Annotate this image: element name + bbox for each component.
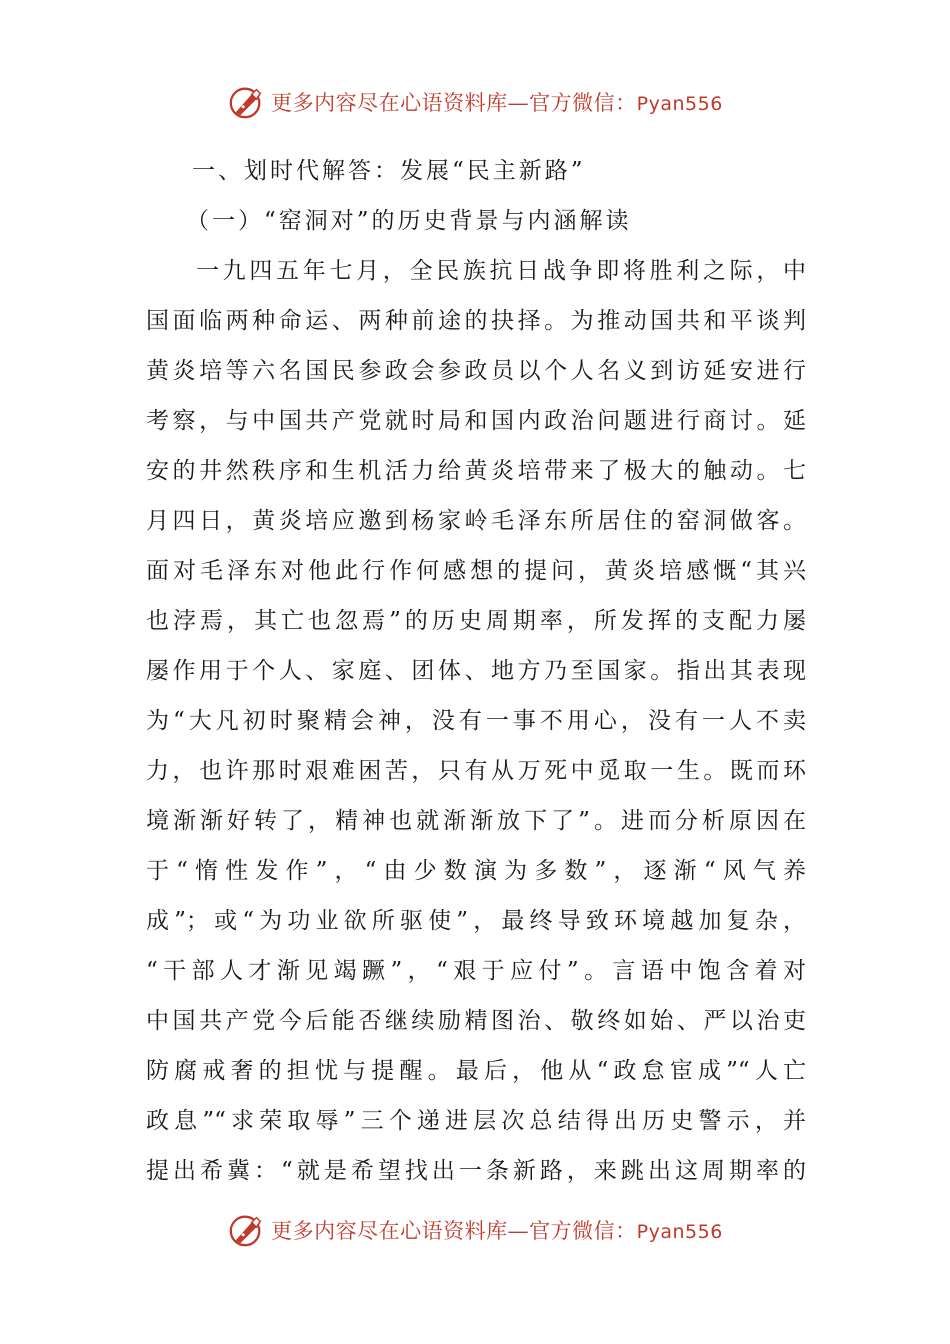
body-line: 也浡焉，其亡也忽焉”的历史周期率，所发挥的支配力屡: [146, 608, 806, 634]
body-line: 力，也许那时艰难困苦，只有从万死中觅取一生。既而环: [146, 758, 806, 784]
watermark-handle: Pyan556: [636, 93, 723, 115]
pen-nib-logo-icon: [227, 1211, 265, 1249]
body-line: 成”；或“为功业欲所驱使”，最终导致环境越加复杂，: [146, 908, 806, 934]
body-line: 为“大凡初时聚精会神，没有一事不用心，没有一人不卖: [146, 708, 806, 734]
body-line: 面对毛泽东对他此行作何感想的提问，黄炎培感慨“其兴: [146, 558, 806, 584]
document-body: [146, 146, 806, 1196]
body-line: 提出希冀：“就是希望找出一条新路，来跳出这周期率的: [146, 1158, 806, 1184]
body-line: “干部人才渐见竭蹶”，“艰于应付”。言语中饱含着对: [146, 958, 806, 984]
watermark-handle: Pyan556: [636, 1221, 723, 1243]
watermark-text: 更多内容尽在心语资料库—官方微信：Pyan556: [271, 1219, 723, 1243]
body-line: 政息”“求荣取辱”三个递进层次总结得出历史警示，并: [146, 1108, 806, 1134]
body-line: 安的井然秩序和生机活力给黄炎培带来了极大的触动。七: [146, 458, 806, 484]
body-paragraph: [146, 246, 806, 1196]
body-line: 于“惰性发作”，“由少数演为多数”，逐渐“风气养: [146, 858, 806, 884]
body-line: 中国共产党今后能否继续励精图治、敬终如始、严以治吏: [146, 1008, 806, 1034]
body-line: 黄炎培等六名国民参政会参政员以个人名义到访延安进行: [146, 358, 806, 384]
body-line: 考察，与中国共产党就时局和国内政治问题进行商讨。延: [146, 408, 806, 434]
header-watermark-banner: [0, 80, 950, 124]
body-line: 国面临两种命运、两种前途的抉择。为推动国共和平谈判: [146, 308, 806, 334]
footer-watermark-banner: [0, 1208, 950, 1252]
body-line: 境渐渐好转了，精神也就渐渐放下了”。进而分析原因在: [146, 808, 806, 834]
section-heading: 一、划时代解答：发展“民主新路”: [192, 158, 586, 184]
body-line: 一九四五年七月，全民族抗日战争即将胜利之际，中: [196, 258, 806, 284]
body-line: 屡作用于个人、家庭、团体、地方乃至国家。指出其表现: [146, 658, 806, 684]
body-line: 月四日，黄炎培应邀到杨家岭毛泽东所居住的窑洞做客。: [146, 508, 806, 534]
body-line: 防腐戒奢的担忧与提醒。最后，他从“政怠宦成”“人亡: [146, 1058, 806, 1084]
watermark-text: 更多内容尽在心语资料库—官方微信：Pyan556: [271, 91, 723, 115]
pen-nib-logo-icon: [227, 83, 265, 121]
subsection-heading: （一）“窑洞对”的历史背景与内涵解读: [186, 208, 632, 234]
